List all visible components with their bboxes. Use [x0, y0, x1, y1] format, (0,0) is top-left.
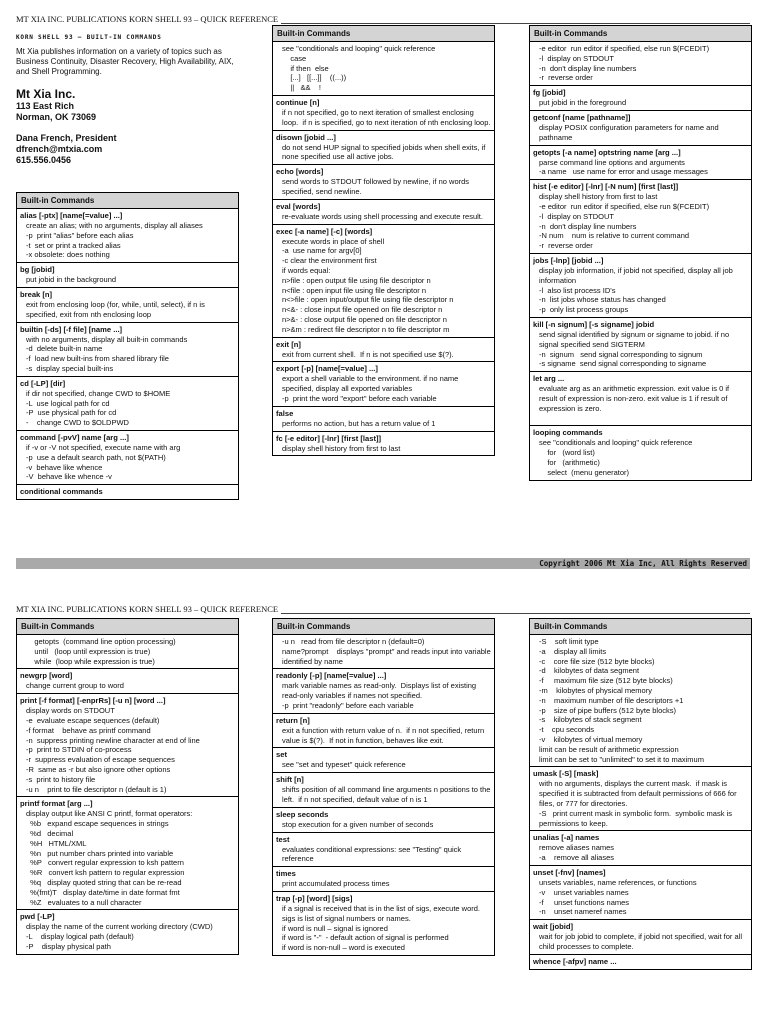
command-description-line: -n maximum number of file descriptors +1 — [539, 695, 684, 705]
command-description-line: -n don't display line numbers — [539, 221, 637, 231]
command-description-line: -r reverse order — [539, 241, 593, 251]
command-entry — [17, 694, 238, 797]
command-description-line: n<file : open input file using file descriptor n — [282, 285, 427, 295]
command-description-line: select (menu generator) — [539, 467, 630, 477]
command-description-line: -s kilobytes of stack segment — [539, 715, 642, 725]
command-syntax: shift [n] — [276, 775, 304, 785]
command-description-line: stop execution for a given number of seconds — [282, 819, 434, 829]
command-description-line: -n suppress printing newline character at end of line — [26, 735, 200, 745]
builtins-box-6 — [529, 618, 752, 970]
command-syntax: conditional commands — [20, 487, 103, 497]
command-description-line: if a signal is received that is in the list of sigs, execute word. sigs is list of signal numbers or names. — [282, 903, 485, 923]
command-description-line: -n list jobs whose status has changed — [539, 295, 666, 305]
command-description-line: -x obsolete: does nothing — [26, 250, 110, 260]
command-syntax: fc [-e editor] [-lnr] [first [last]] — [276, 433, 382, 443]
command-entry — [17, 377, 238, 431]
command-description-line: see "set and typeset" quick reference — [282, 760, 406, 770]
command-description-line: [...] [[...]] ((...)) — [282, 73, 347, 83]
command-description-line: limit can be result of arithmetic expression — [539, 744, 679, 754]
command-description-line: -f maximum file size (512 byte blocks) — [539, 676, 673, 686]
command-entry — [17, 485, 238, 499]
command-syntax: test — [276, 834, 290, 844]
command-description-line: -v unset variables names — [539, 887, 629, 897]
command-entry — [273, 635, 494, 669]
command-description-line: display words on STDOUT — [26, 706, 115, 716]
command-syntax: set — [276, 750, 287, 760]
command-description-line: -n signum send signal corresponding to signum — [539, 349, 703, 359]
box-title: Built-in Commands — [17, 193, 238, 209]
command-description-line: -e editor run editor if specified, else run $(FCEDIT) — [539, 44, 710, 53]
command-description-line: see "conditionals and looping" quick reference — [539, 438, 693, 448]
command-description-line: %(fmt)T display date/time in date format fmt — [26, 887, 180, 897]
command-syntax: let arg ... — [533, 374, 565, 384]
command-description-line: export a shell variable to the environment. if no name specified, display all exported variables — [282, 374, 461, 394]
command-syntax: looping commands — [533, 428, 603, 438]
contact-email-link[interactable]: dfrench@mtxia.com — [16, 144, 103, 154]
command-entry — [273, 669, 494, 713]
command-description-line: -t cpu seconds — [539, 725, 595, 735]
command-syntax: trap [-p] [word] [sigs] — [276, 893, 353, 903]
command-description-line: parse command line options and arguments — [539, 157, 685, 167]
command-entry — [17, 288, 238, 323]
command-description-line: -d delete built-in name — [26, 344, 103, 354]
command-entry — [17, 431, 238, 485]
command-description-line: -a display all limits — [539, 646, 607, 656]
command-description-line: -e editor run editor if specified, else run $(FCEDIT) — [539, 201, 710, 211]
command-description-line: display job information, if jobid not specified, display all job information — [539, 265, 735, 285]
command-entry — [273, 748, 494, 773]
command-syntax: fg [jobid] — [533, 88, 566, 98]
command-description-line: -v behave like whence — [26, 462, 103, 472]
command-entry — [530, 426, 751, 479]
command-entry — [530, 955, 751, 969]
command-syntax: disown [jobid ...] — [276, 132, 336, 142]
command-entry — [17, 323, 238, 377]
builtins-box-5 — [272, 618, 495, 956]
command-entry — [273, 338, 494, 363]
command-description-line: if word is "-" - default action of signal is performed — [282, 933, 449, 943]
command-description-line: -v kilobytes of virtual memory — [539, 734, 643, 744]
command-syntax: unset [-fnv] [names] — [533, 867, 606, 877]
command-description-line: -p only list process groups — [539, 305, 629, 315]
command-description-line: change current group to word — [26, 681, 124, 691]
command-entry — [273, 714, 494, 749]
command-description-line: n>&m : redirect file descriptor n to file descriptor m — [282, 324, 450, 334]
command-description-line: -p print to STDIN of co-process — [26, 745, 132, 755]
command-description-line: n<>file : open input/output file using file descriptor n — [282, 295, 454, 305]
command-description-line: display the name of the current working directory (CWD) — [26, 922, 213, 932]
command-description-line: -p use a default search path, not $(PATH) — [26, 452, 166, 462]
command-syntax: unalias [-a] names — [533, 833, 600, 843]
command-syntax: umask [-S] [mask] — [533, 769, 599, 779]
command-description-line: -c clear the environment first — [282, 256, 377, 266]
contact-name: Dana French, President — [16, 133, 117, 143]
command-syntax: times — [276, 869, 296, 879]
command-description-line: %H HTML/XML — [26, 838, 87, 848]
command-description-line: shifts position of all command line arguments n positions to the left. if n not specified, default value of n is 1 — [282, 785, 493, 804]
command-syntax: hist [-e editor] [-lnr] [-N num] [first [last]] — [533, 182, 679, 192]
command-entry — [273, 165, 494, 200]
command-entry — [530, 254, 751, 318]
command-entry — [273, 892, 494, 955]
command-syntax: kill [-n signum] [-s signame] jobid — [533, 319, 655, 329]
command-description-line: unsets variables, name references, or functions — [539, 877, 697, 887]
command-entry — [530, 866, 751, 920]
command-description-line: print accumulated process times — [282, 879, 390, 889]
command-description-line: -S soft limit type — [539, 637, 599, 646]
command-syntax: wait [jobid] — [533, 922, 574, 932]
contact-phone: 615.556.0456 — [16, 155, 72, 165]
command-description-line: -P use physical path for cd — [26, 408, 117, 418]
command-description-line: for (word list) — [539, 448, 595, 458]
command-entry — [530, 767, 751, 831]
command-description-line: if word is null – signal is ignored — [282, 923, 388, 933]
page-header: MT XIA INC. PUBLICATIONS KORN SHELL 93 – QUICK REFERENCE — [16, 604, 750, 614]
command-description-line: -c core file size (512 byte blocks) — [539, 656, 655, 666]
intro-title: KORN SHELL 93 – BUILT-IN COMMANDS — [16, 34, 162, 41]
command-description-line: -e evaluate escape sequences (default) — [26, 715, 160, 725]
command-entry — [530, 920, 751, 955]
command-entry — [17, 669, 238, 694]
command-entry — [273, 42, 494, 96]
command-entry — [530, 111, 751, 146]
command-description-line: for (arithmetic) — [539, 457, 600, 467]
command-entry — [530, 635, 751, 767]
command-entry — [530, 831, 751, 866]
command-description-line: put jobid in the background — [26, 275, 117, 285]
command-description-line: evaluates conditional expressions: see "Testing" quick reference — [282, 844, 464, 864]
command-description-line: with no arguments, displays the current mask. if mask is specified it is subtracted from default permissions of 666 for files, or 777 for directories. — [539, 779, 739, 808]
command-description-line: re-evaluate words using shell processing and execute result. — [282, 211, 483, 221]
command-syntax: exit [n] — [276, 339, 301, 349]
command-description-line: put jobid in the foreground — [539, 98, 627, 108]
command-entry — [530, 318, 751, 372]
command-syntax: builtin [-ds] [-f file] [name ...] — [20, 324, 123, 334]
command-description-line: -L display logical path (default) — [26, 932, 134, 942]
command-description-line: %b expand escape sequences in strings — [26, 819, 169, 829]
box-title: Built-in Commands — [530, 619, 751, 635]
command-description-line: -a remove all aliases — [539, 853, 615, 863]
reference-page-2 — [16, 604, 750, 1024]
command-syntax: exec [-a name] [-c] [words] — [276, 226, 373, 236]
command-syntax: alias [-ptx] [name[=value] ...] — [20, 211, 123, 220]
command-entry — [17, 910, 238, 953]
box-title: Built-in Commands — [530, 26, 751, 42]
command-description-line: send words to STDOUT followed by newline, if no words specified, send newline. — [282, 177, 472, 196]
command-description-line: case — [282, 53, 307, 63]
command-description-line: -m kilobytes of physical memory — [539, 685, 652, 695]
command-description-line: -d kilobytes of data segment — [539, 666, 640, 676]
command-description-line: limit can be set to "unlimited" to set it to maximum — [539, 754, 704, 764]
command-description-line — [533, 414, 748, 424]
command-description-line: -r reverse order — [539, 73, 593, 83]
command-description-line: -P display physical path — [26, 941, 111, 951]
command-entry — [17, 209, 238, 263]
command-description-line: performs no action, but has a return value of 1 — [282, 418, 436, 428]
command-description-line: -S print current mask in symbolic form. symbolic mask is permissions to keep. — [539, 808, 735, 828]
builtins-box-3 — [529, 25, 752, 481]
command-entry — [530, 372, 751, 426]
command-syntax: break [n] — [20, 289, 53, 299]
command-entry — [273, 833, 494, 868]
box-title: Built-in Commands — [17, 619, 238, 635]
command-description-line: -V behave like whence -v — [26, 472, 112, 482]
command-description-line: -u n read from file descriptor n (default=0) — [282, 637, 425, 646]
command-description-line: while (loop while expression is true) — [26, 656, 155, 666]
command-description-line: -f load new built-ins from shared library file — [26, 354, 169, 364]
command-description-line: -l display on STDOUT — [539, 53, 615, 63]
command-description-line: display shell history from first to last — [539, 192, 658, 202]
command-description-line: -u n print to file descriptor n (default is 1) — [26, 784, 167, 794]
command-description-line: %d decimal — [26, 828, 74, 838]
command-description-line: n>file : open output file using file descriptor n — [282, 275, 431, 285]
command-entry — [273, 432, 494, 456]
command-syntax: continue [n] — [276, 97, 320, 107]
command-syntax: eval [words] — [276, 201, 321, 211]
command-entry — [273, 407, 494, 432]
command-description-line: display POSIX configuration parameters for name and pathname — [539, 122, 721, 142]
command-description-line: -s signame send signal corresponding to signame — [539, 359, 707, 369]
command-description-line: -n unset nameref names — [539, 907, 627, 917]
command-syntax: printf format [arg ...] — [20, 799, 93, 809]
command-syntax: sleep seconds — [276, 809, 329, 819]
command-description-line: do not send HUP signal to specified jobids when shell exits, if none specified use all active jobs. — [282, 142, 488, 162]
command-syntax: cd [-LP] [dir] — [20, 378, 66, 388]
command-description-line: -n don't display line numbers — [539, 63, 637, 73]
command-description-line: exit from enclosing loop (for, while, until, select), if n is specified, exit from nth enclosing loop — [26, 299, 207, 319]
command-description-line: -t set or print a tracked alias — [26, 240, 121, 250]
command-description-line: -l display on STDOUT — [539, 211, 615, 221]
command-description-line: -s display special built-ins — [26, 363, 114, 373]
command-description-line: - change CWD to $OLDPWD — [26, 418, 129, 428]
command-description-line: display output like ANSI C printf, format operators: — [26, 809, 193, 819]
command-description-line: evaluate arg as an arithmetic expression. exit value is 0 if result of expression is non-zero. exit value is 1 if result of expression is zero. — [539, 384, 732, 413]
builtins-box-4 — [16, 618, 239, 955]
command-description-line: -N num num is relative to current command — [539, 231, 690, 241]
command-description-line: %P convert regular expression to ksh pattern — [26, 858, 184, 868]
command-description-line: if words equal: — [282, 265, 331, 275]
command-entry — [273, 808, 494, 833]
command-entry — [273, 200, 494, 225]
command-entry — [273, 225, 494, 338]
command-description-line: exit a function with return value of n. if n not specified, return value is $(?). If not in function, behaves like exit. — [282, 725, 487, 745]
command-entry — [17, 635, 238, 669]
command-syntax: pwd [-LP] — [20, 912, 55, 922]
command-description-line: %q display quoted string that can be re-read — [26, 877, 182, 887]
command-description-line: -s print to history file — [26, 774, 96, 784]
command-entry — [273, 773, 494, 808]
copyright-bar: Copyright 2006 Mt Xia Inc, All Rights Reserved — [16, 558, 750, 569]
command-description-line: -f unset functions names — [539, 897, 630, 907]
command-syntax: whence [-afpv] name ... — [533, 956, 617, 966]
command-entry — [273, 131, 494, 166]
command-description-line: %R convert ksh pattern to regular expression — [26, 868, 185, 878]
command-syntax: getconf [name [pathname]] — [533, 112, 631, 122]
command-description-line: create an alias; with no arguments, display all aliases — [26, 221, 203, 230]
command-description-line: getopts (command line option processing) — [26, 637, 176, 646]
command-description-line: -p print "alias" before each alias — [26, 230, 134, 240]
command-description-line: -p size of pipe buffers (512 byte blocks) — [539, 705, 677, 715]
command-description-line: n<&- : close input file opened on file descriptor n — [282, 305, 443, 315]
command-description-line: -p print "readonly" before each variable — [282, 700, 414, 710]
command-syntax: jobs [-lnp] [jobid ...] — [533, 255, 604, 265]
command-description-line: exit from current shell. If n is not specified use $(?). — [282, 349, 454, 359]
builtins-box-2 — [272, 25, 495, 456]
command-entry — [530, 180, 751, 254]
command-syntax: false — [276, 408, 294, 418]
company-address: 113 East Rich Norman, OK 73069 — [16, 101, 97, 122]
intro-column — [16, 34, 237, 166]
command-description-line: if -v or -V not specified, execute name with arg — [26, 442, 181, 452]
command-description-line: -l also list process ID's — [539, 285, 616, 295]
command-syntax: bg [jobid] — [20, 265, 55, 275]
command-entry — [273, 362, 494, 406]
command-description-line: execute words in place of shell — [282, 236, 385, 246]
command-syntax: newgrp [word] — [20, 671, 73, 681]
command-syntax: command [-pvV] name [arg ...] — [20, 432, 129, 442]
command-description-line: -a name use name for error and usage messages — [539, 167, 708, 177]
command-description-line: if then else — [282, 63, 329, 73]
command-entry — [273, 867, 494, 892]
command-syntax: return [n] — [276, 715, 310, 725]
command-description-line: display shell history from first to last — [282, 443, 401, 453]
command-description-line: remove aliases names — [539, 843, 615, 853]
intro-text: Mt Xia publishes information on a variety of topics such as Business Continuity, Disaster Recovery, High Availability, AIX, and Shell Programming. — [16, 47, 234, 76]
command-description-line: if word is non-null – word is executed — [282, 943, 405, 953]
command-description-line: wait for job jobid to complete, if jobid not specified, wait for all child processes to complete. — [539, 932, 745, 951]
command-entry — [17, 263, 238, 288]
company-name: Mt Xia Inc. — [16, 87, 76, 101]
command-entry — [530, 86, 751, 111]
command-description-line: n>&- : close output file opened on file descriptor n — [282, 314, 447, 324]
command-entry — [530, 146, 751, 181]
page-header: MT XIA INC. PUBLICATIONS KORN SHELL 93 – QUICK REFERENCE — [16, 14, 750, 24]
builtins-box-1 — [16, 192, 239, 500]
command-description-line: if n not specified, go to next iteration of smallest enclosing loop. if n is specified, go to next iteration of nth enclosing loop. — [282, 107, 491, 127]
command-description-line: -p print the word "export" before each variable — [282, 393, 437, 403]
command-entry — [530, 42, 751, 86]
command-syntax: echo [words] — [276, 167, 324, 177]
command-description-line: -L use logical path for cd — [26, 398, 110, 408]
command-description-line: -a use name for argv[0] — [282, 246, 362, 256]
command-entry — [17, 797, 238, 910]
command-description-line: see "conditionals and looping" quick reference — [282, 44, 436, 53]
command-description-line: || && ! — [282, 83, 321, 93]
command-syntax: getopts [-a name] optstring name [arg ...] — [533, 147, 681, 157]
command-description-line: if dir not specified, change CWD to $HOME — [26, 388, 171, 398]
command-description-line: with no arguments, display all built-in commands — [26, 334, 188, 344]
reference-page-1 — [16, 14, 750, 574]
command-description-line: until (loop until expression is true) — [26, 646, 151, 656]
command-description-line: -r suppress evaluation of escape sequences — [26, 755, 175, 765]
box-title: Built-in Commands — [273, 619, 494, 635]
command-description-line: send signal identified by signum or signame to jobid. if no signal specified send SIGTERM — [539, 329, 732, 349]
command-description-line: %Z evaluates to a null character — [26, 897, 142, 907]
command-description-line: -f format behave as printf command — [26, 725, 151, 735]
command-description-line: name?prompt displays "prompt" and reads input into variable identified by name — [282, 646, 493, 666]
box-title: Built-in Commands — [273, 26, 494, 42]
command-syntax: print [-f format] [-enprRs] [-u n] [word ...] — [20, 696, 166, 706]
command-entry — [273, 96, 494, 131]
command-description-line: -R same as -r but also ignore other options — [26, 764, 171, 774]
command-syntax: readonly [-p] [name[=value] ...] — [276, 671, 387, 681]
command-description-line: %n put number chars printed into variable — [26, 848, 174, 858]
command-description-line: mark variable names as read-only. Displays list of existing read-only variables if names not specified. — [282, 681, 479, 701]
command-syntax: export [-p] [name[=value] ...] — [276, 364, 378, 374]
